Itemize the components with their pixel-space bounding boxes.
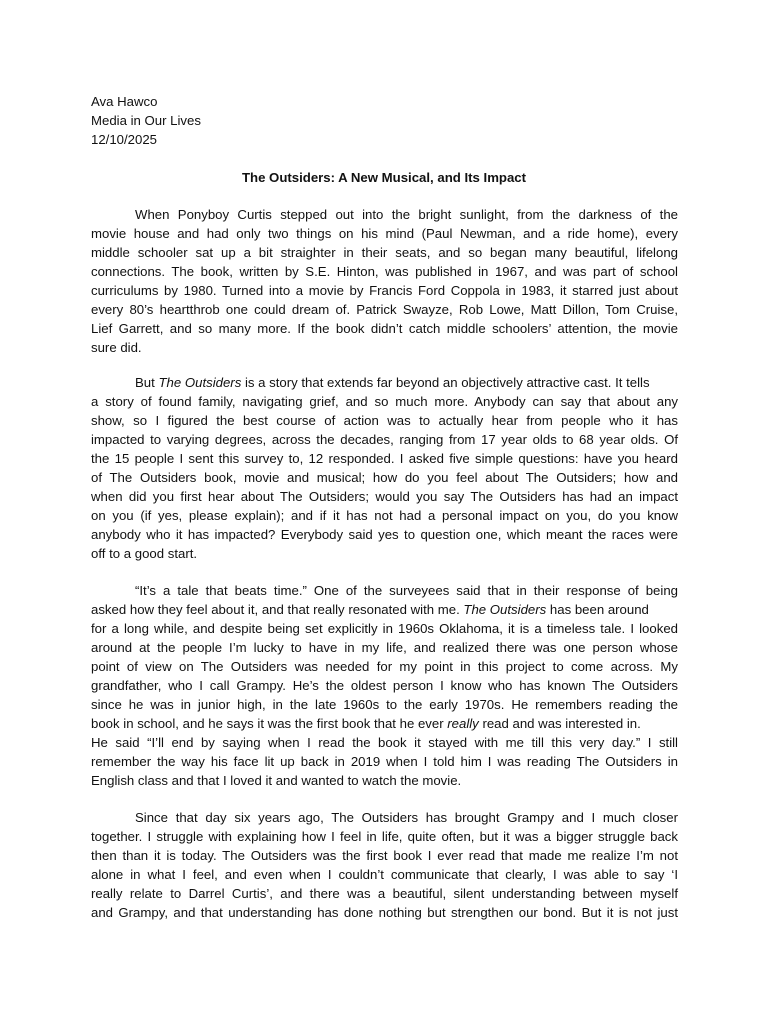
paragraph-line: and Grampy, and that understanding has done nothing but strengthen our bond. But it is not just (91, 905, 678, 921)
paragraph-line: He said “I’ll end by saying when I read the book it stayed with me till this very day.” I still (91, 735, 678, 751)
paragraph-line: alone in what I feel, and even when I couldn’t communicate that clearly, I was able to say ‘I (91, 867, 678, 883)
paragraph-line: curriculums by 1980. Turned into a movie by Francis Ford Coppola in 1983, it starred just about (91, 283, 678, 299)
paragraph-line: sure did. (91, 340, 142, 356)
paragraph-line (91, 714, 678, 733)
paragraph-line: the 15 people I sent this survey to, 12 responded. I asked five simple questions: have you heard (91, 451, 678, 467)
paragraph-line: show, so I figured the best course of action was to actually hear from people who it has (91, 413, 678, 429)
text-span: read and was interested in. (478, 716, 641, 732)
paragraph-line: really relate to Darrel Curtis’, and there was a beautiful, silent understanding between myself (91, 886, 678, 902)
paragraph-line (91, 373, 678, 392)
paragraph-line: around at the people I’m lucky to have in my life, and realized there was one person whose (91, 640, 678, 656)
paragraph-line: off to a good start. (91, 546, 198, 562)
paragraph-line: Lief Garrett, and so many more. If the book didn’t catch middle schoolers’ attention, the movie (91, 321, 678, 337)
paragraph-3 (91, 581, 678, 791)
paragraph-line: every 80’s heartthrob one could dream of. Patrick Swayze, Rob Lowe, Matt Dillon, Tom Cruise, (91, 302, 678, 318)
paragraph-line: together. I struggle with explaining how I feel in life, quite often, but it was a bigger struggle back (91, 829, 678, 845)
paragraph-line: English class and that I loved it and wanted to watch the movie. (91, 773, 462, 789)
document-header (91, 92, 201, 150)
paragraph-line: When Ponyboy Curtis stepped out into the bright sunlight, from the darkness of the (135, 207, 678, 222)
text-span: But (135, 375, 159, 390)
paragraph-line: Since that day six years ago, The Outsiders has brought Grampy and I much closer (135, 810, 678, 825)
book-title-italic: The Outsiders (158, 375, 242, 390)
author-name: Ava Hawco (91, 94, 158, 109)
book-title-italic: The Outsiders (463, 602, 547, 618)
paragraph-line: when did you first hear about The Outsiders; would you say The Outsiders has had an impact (91, 489, 678, 505)
paragraph-1 (91, 205, 678, 357)
paragraph-line: middle schooler sat up a bit straighter in their seats, and so began many beautiful, lifelong (91, 245, 678, 261)
paragraph-line: movie house and had only two things on his mind (Paul Newman, and a ride home), every (91, 226, 678, 242)
paragraph-line: then than it is today. The Outsiders was the first book I ever read that made me realize I’m not (91, 848, 678, 864)
paragraph-line: on you (if yes, please explain); and if it has not had a personal impact on you, do you know (91, 508, 678, 524)
paragraph-4 (91, 808, 678, 922)
paragraph-line: point of view on The Outsiders was needed for my point in this project to come across. My (91, 659, 678, 675)
paragraph-line: impacted to varying degrees, across the decades, ranging from 17 year olds to 68 year olds. Of (91, 432, 678, 448)
paragraph-line: anybody who it has impacted? Everybody said yes to question one, which meant the races were (91, 527, 678, 543)
paragraph-2 (91, 373, 678, 563)
paragraph-line: for a long while, and despite being set explicitly in 1960s Oklahoma, it is a timeless tale. I looked (91, 621, 678, 637)
paragraph-line: a story of found family, navigating grief, and so much more. Anybody can say that about any (91, 394, 678, 410)
paragraph-line: grandfather, who I call Grampy. He’s the oldest person I know who has known The Outsiders (91, 678, 678, 694)
paragraph-line: “It’s a tale that beats time.” One of the surveyees said that in their response of being (135, 583, 678, 598)
paragraph-line: since he was in junior high, in the late 1960s to the early 1970s. He remembers reading the (91, 697, 678, 713)
paragraph-line (91, 600, 678, 619)
paragraph-line: remember the way his face lit up back in 2019 when I told him I was reading The Outsiders in (91, 754, 678, 770)
paragraph-line: of The Outsiders book, movie and musical; how do you feel about The Outsiders; how and (91, 470, 678, 486)
text-span: book in school, and he says it was the first book that he ever (91, 716, 448, 732)
course-name: Media in Our Lives (91, 113, 201, 129)
emphasis-italic: really (447, 716, 479, 732)
paragraph-line: connections. The book, written by S.E. Hinton, was published in 1967, and was part of school (91, 264, 678, 280)
text-span: has been around (546, 602, 649, 618)
text-span: asked how they feel about it, and that really resonated with me. (91, 602, 464, 618)
text-span: is a story that extends far beyond an objectively attractive cast. It tells (241, 375, 650, 390)
document-date: 12/10/2025 (91, 132, 158, 148)
document-title: The Outsiders: A New Musical, and Its Impact (241, 170, 527, 185)
